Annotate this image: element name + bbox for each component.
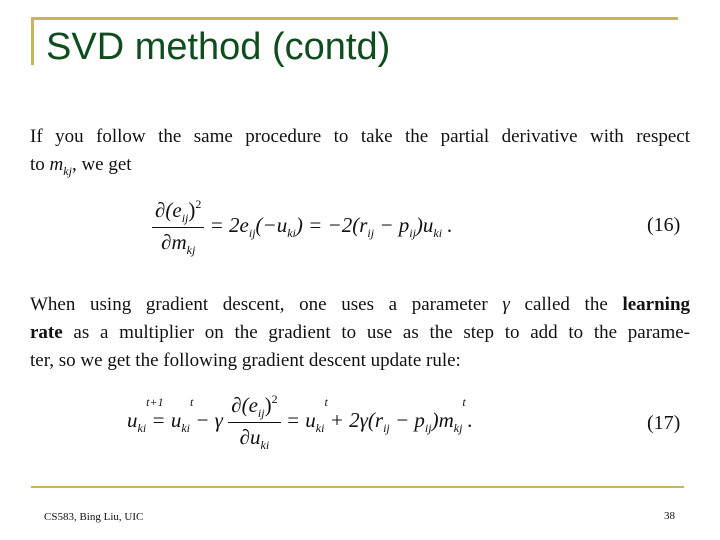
- eq17-fraction: [228, 393, 280, 451]
- page-number: 38: [664, 510, 675, 522]
- eq17-eq1-sub: ki: [181, 421, 191, 436]
- bold-rate: rate: [30, 322, 63, 343]
- eq16-den-text: ∂m: [161, 230, 187, 254]
- eq16-rhs1: = 2e: [209, 213, 249, 237]
- paragraph-gradient-descent: [30, 291, 690, 375]
- eq17-m-sub: kj: [453, 421, 463, 436]
- eq17-eq2-sub: ki: [315, 421, 325, 436]
- eq17-den-sub: ki: [260, 438, 270, 452]
- equation-number-16: (16): [647, 214, 681, 236]
- eq17-den-text: ∂u: [239, 425, 261, 449]
- eq17-eq2-sup: t: [324, 395, 328, 410]
- eq17-minus-p: − p: [389, 407, 425, 432]
- slide-title: SVD method (contd): [46, 26, 391, 68]
- eq16-num-close: ): [188, 198, 196, 222]
- eq17-lhs-sub: ki: [137, 421, 147, 436]
- para1-line2-pre: to: [30, 154, 50, 175]
- para2-line1-a: When using gradient descent, one uses a parameter: [30, 294, 503, 315]
- eq16-rhs3-sub: ij: [367, 226, 375, 240]
- eq17-plus: + 2γ(r: [324, 407, 384, 432]
- eq17-num-close: ): [264, 393, 272, 417]
- eq17-denominator: [228, 422, 280, 451]
- eq16-fraction: [152, 198, 204, 256]
- eq16-rhs2: (−u: [255, 213, 288, 237]
- eq17-num-sup: 2: [271, 392, 278, 406]
- eq17-close-m: )m: [431, 407, 454, 432]
- para2-line2: [30, 319, 690, 347]
- eq17-end: .: [462, 407, 473, 432]
- eq17-lhs: [127, 395, 223, 436]
- equation-17: [127, 393, 473, 451]
- eq17-plus-sub: ij: [383, 420, 390, 435]
- eq16-rhs1-sub: ij: [248, 226, 256, 240]
- eq16-rhs: [209, 213, 453, 240]
- eq16-rhs-end: .: [442, 213, 453, 237]
- eq17-lhs-sup: t+1: [146, 395, 164, 410]
- eq17-num-sub: ij: [257, 406, 265, 420]
- eq17-m-scripts: [453, 395, 466, 436]
- eq17-minus-p-sub: ij: [424, 420, 432, 435]
- eq16-rhs5: )u: [415, 213, 434, 237]
- para2-line1: [30, 291, 690, 319]
- eq17-eq2: = u: [285, 407, 316, 432]
- para1-line2: [30, 154, 132, 178]
- eq17-eq1-scripts: [181, 395, 194, 436]
- eq16-rhs5-sub: ki: [433, 226, 443, 240]
- eq17-m-sup: t: [462, 395, 466, 410]
- eq16-numerator: [152, 198, 204, 227]
- para2-line3: ter, so we get the following gradient descent update rule:: [30, 350, 461, 371]
- eq17-lhs-scripts: [137, 395, 164, 436]
- frame-left-line: [31, 17, 34, 65]
- sub-kj: kj: [63, 164, 72, 178]
- frame-bottom-line: [31, 486, 684, 488]
- eq17-eq2-scripts: [315, 395, 328, 436]
- eq17-eq1: = u: [146, 407, 182, 432]
- eq16-rhs3: ) = −2(r: [295, 213, 368, 237]
- eq17-rhs: [285, 395, 473, 436]
- eq16-rhs4-sub: ij: [409, 226, 416, 240]
- eq17-num-text: ∂(e: [231, 393, 258, 417]
- equation-number-17: (17): [647, 412, 681, 434]
- eq16-num-sup: 2: [195, 197, 202, 211]
- eq16-rhs4: − p: [374, 213, 410, 237]
- equation-16: [152, 198, 453, 256]
- eq16-num-sub: ij: [181, 211, 189, 225]
- paragraph-partial-derivative: [30, 123, 690, 185]
- gamma-symbol: γ: [502, 294, 510, 315]
- eq16-rhs2-sub: ki: [287, 226, 296, 240]
- para2-line1-b: called the: [509, 294, 623, 315]
- para2-line2-rest: as a multiplier on the gradient to use as the step to add to the parame-: [62, 322, 690, 343]
- eq16-den-sub: kj: [186, 243, 196, 257]
- para1-line2-post: , we get: [71, 154, 132, 175]
- eq17-minus-gamma: − γ: [190, 407, 223, 432]
- eq17-lhs-u: u: [127, 407, 138, 432]
- footer-course-info: CS583, Bing Liu, UIC: [44, 511, 144, 523]
- var-m: m: [49, 154, 64, 175]
- eq17-eq1-sup: t: [190, 395, 194, 410]
- frame-top-line: [31, 17, 678, 20]
- eq16-denominator: [152, 227, 204, 256]
- eq17-numerator: [228, 393, 280, 422]
- para1-line1: If you follow the same procedure to take the partial derivative with respect: [30, 126, 690, 147]
- bold-learning: learning: [622, 294, 691, 315]
- eq16-num-text: ∂(e: [155, 198, 182, 222]
